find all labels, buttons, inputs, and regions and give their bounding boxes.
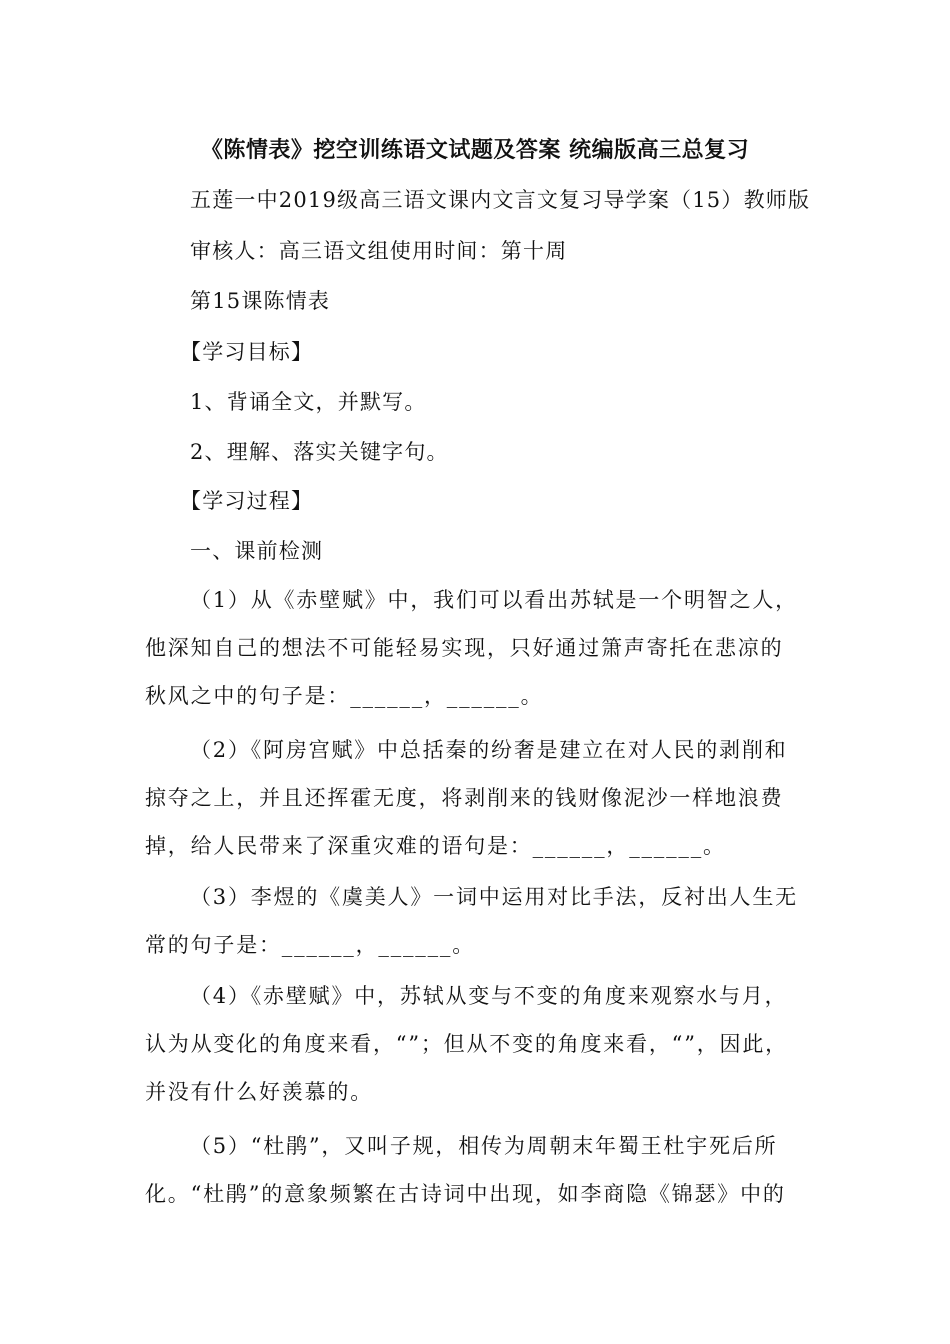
question-1: （1）从《赤壁赋》中，我们可以看出苏轼是一个明智之人，他深知自己的想法不可能轻易实现，只好通过箫声寄托在悲凉的秋风之中的句子是：______，______。 [145,588,798,708]
reviewer-line: 审核人：高三语文组使用时间：第十周 [190,239,568,263]
question-2: （2）《阿房宫赋》中总括秦的纷奢是建立在对人民的剥削和掠夺之上，并且还挥霍无度，将剥削来的钱财像泥沙一样地浪费掉，给人民带来了深重灾难的语句是：______，______。 [145,738,788,858]
header-line: 五莲一中2019级高三语文课内文言文复习导学案（15）教师版 [190,188,811,212]
goals-heading: 【学习目标】 [180,340,314,364]
section-heading: 一、课前检测 [190,539,324,563]
lesson-title: 第15课陈情表 [190,289,331,313]
process-heading: 【学习过程】 [180,489,314,513]
question-3: （3）李煜的《虞美人》一词中运用对比手法，反衬出人生无常的句子是：______，______。 [145,885,798,957]
goal-item-2: 2、理解、落实关键字句。 [190,440,449,464]
question-5: （5）“杜鹃”，又叫子规，相传为周朝末年蜀王杜宇死后所化。“杜鹃”的意象频繁在古诗词中出现，如李商隐《锦瑟》中的 [145,1134,786,1206]
goal-item-1: 1、背诵全文，并默写。 [190,390,427,414]
document-title: 《陈情表》挖空训练语文试题及答案 统编版高三总复习 [200,138,750,163]
question-4: （4）《赤壁赋》中，苏轼从变与不变的角度来观察水与月，认为从变化的角度来看，“”；但从不变的角度来看，“”，因此，并没有什么好羡慕的。 [145,984,788,1104]
